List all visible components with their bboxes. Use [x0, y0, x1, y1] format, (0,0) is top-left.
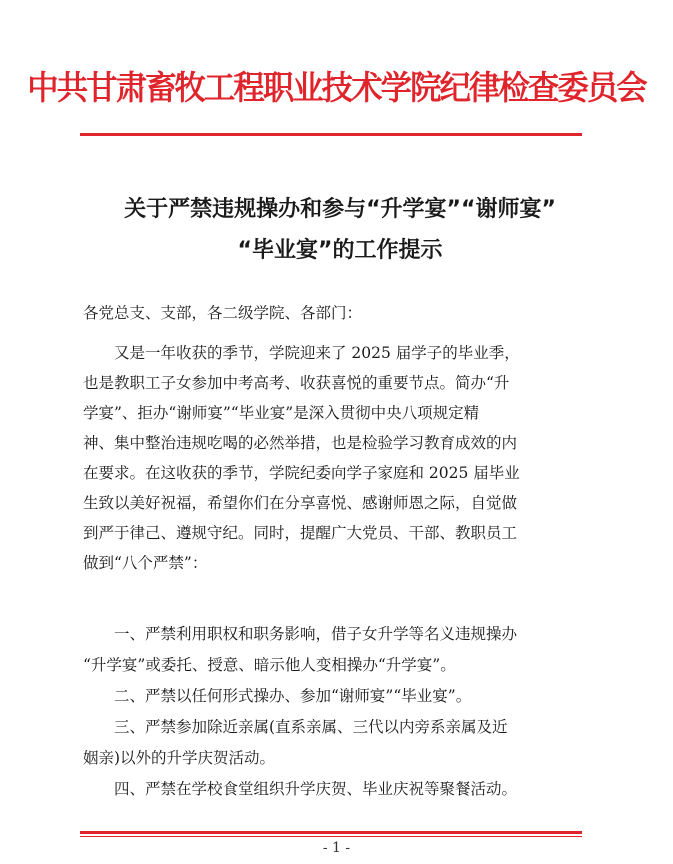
paragraph-line: 神、集中整治违规吃喝的必然举措，也是检验学习教育成效的内 [83, 434, 518, 452]
paragraph-line: 到严于律己、遵规守纪。同时，提醒广大党员、干部、教职员工 [83, 524, 518, 542]
salutation [83, 298, 583, 328]
letterhead-red-rule [80, 133, 582, 136]
list-item-line: 四、严禁在学校食堂组织升学庆贺、毕业庆祝等聚餐活动。 [83, 780, 518, 798]
list-item-line: 三、严禁参加除近亲属(直系亲属、三代以内旁系亲属及近 [83, 718, 508, 736]
list-item-line: “升学宴”或委托、授意、暗示他人变相操办“升学宴”。 [83, 656, 456, 674]
salutation-text: 各党总支、支部，各二级学院、各部门： [83, 304, 363, 322]
paragraph-line: 又是一年收获的季节，学院迎来了 2025 届学子的毕业季， [83, 344, 520, 362]
paragraph-line: 做到“八个严禁”： [83, 554, 208, 572]
page-number: - 1 - [322, 840, 351, 856]
paragraph-line: 也是教职工子女参加中考高考、收获喜悦的重要节点。简办“升 [83, 374, 510, 392]
list-item-line: 姻亲)以外的升学庆贺活动。 [83, 749, 276, 767]
list-item-line: 二、严禁以任何形式操办、参加“谢师宴”“毕业宴”。 [83, 687, 472, 705]
paragraph-intro [83, 338, 583, 578]
list-item-line: 一、严禁利用职权和职务影响，借子女升学等名义违规操办 [83, 625, 518, 643]
paragraph-line: 生致以美好祝福，希望你们在分享喜悦、感谢师恩之际，自觉做 [83, 494, 518, 512]
prohibition-list [83, 619, 583, 805]
paragraph-line: 学宴”、拒办“谢师宴”“毕业宴”是深入贯彻中央八项规定精 [83, 404, 480, 422]
letterhead-title: 中共甘肃畜牧工程职业技术学院纪律检查委员会 [27, 68, 646, 107]
document-title-line-2: “毕业宴”的工作提示 [237, 238, 443, 263]
footer-red-rule [80, 831, 582, 837]
paragraph-line: 在要求。在这收获的季节，学院纪委向学子家庭和 2025 届毕业 [83, 464, 520, 482]
document-title-line-1: 关于严禁违规操办和参与“升学宴”“谢师宴” [124, 197, 556, 222]
